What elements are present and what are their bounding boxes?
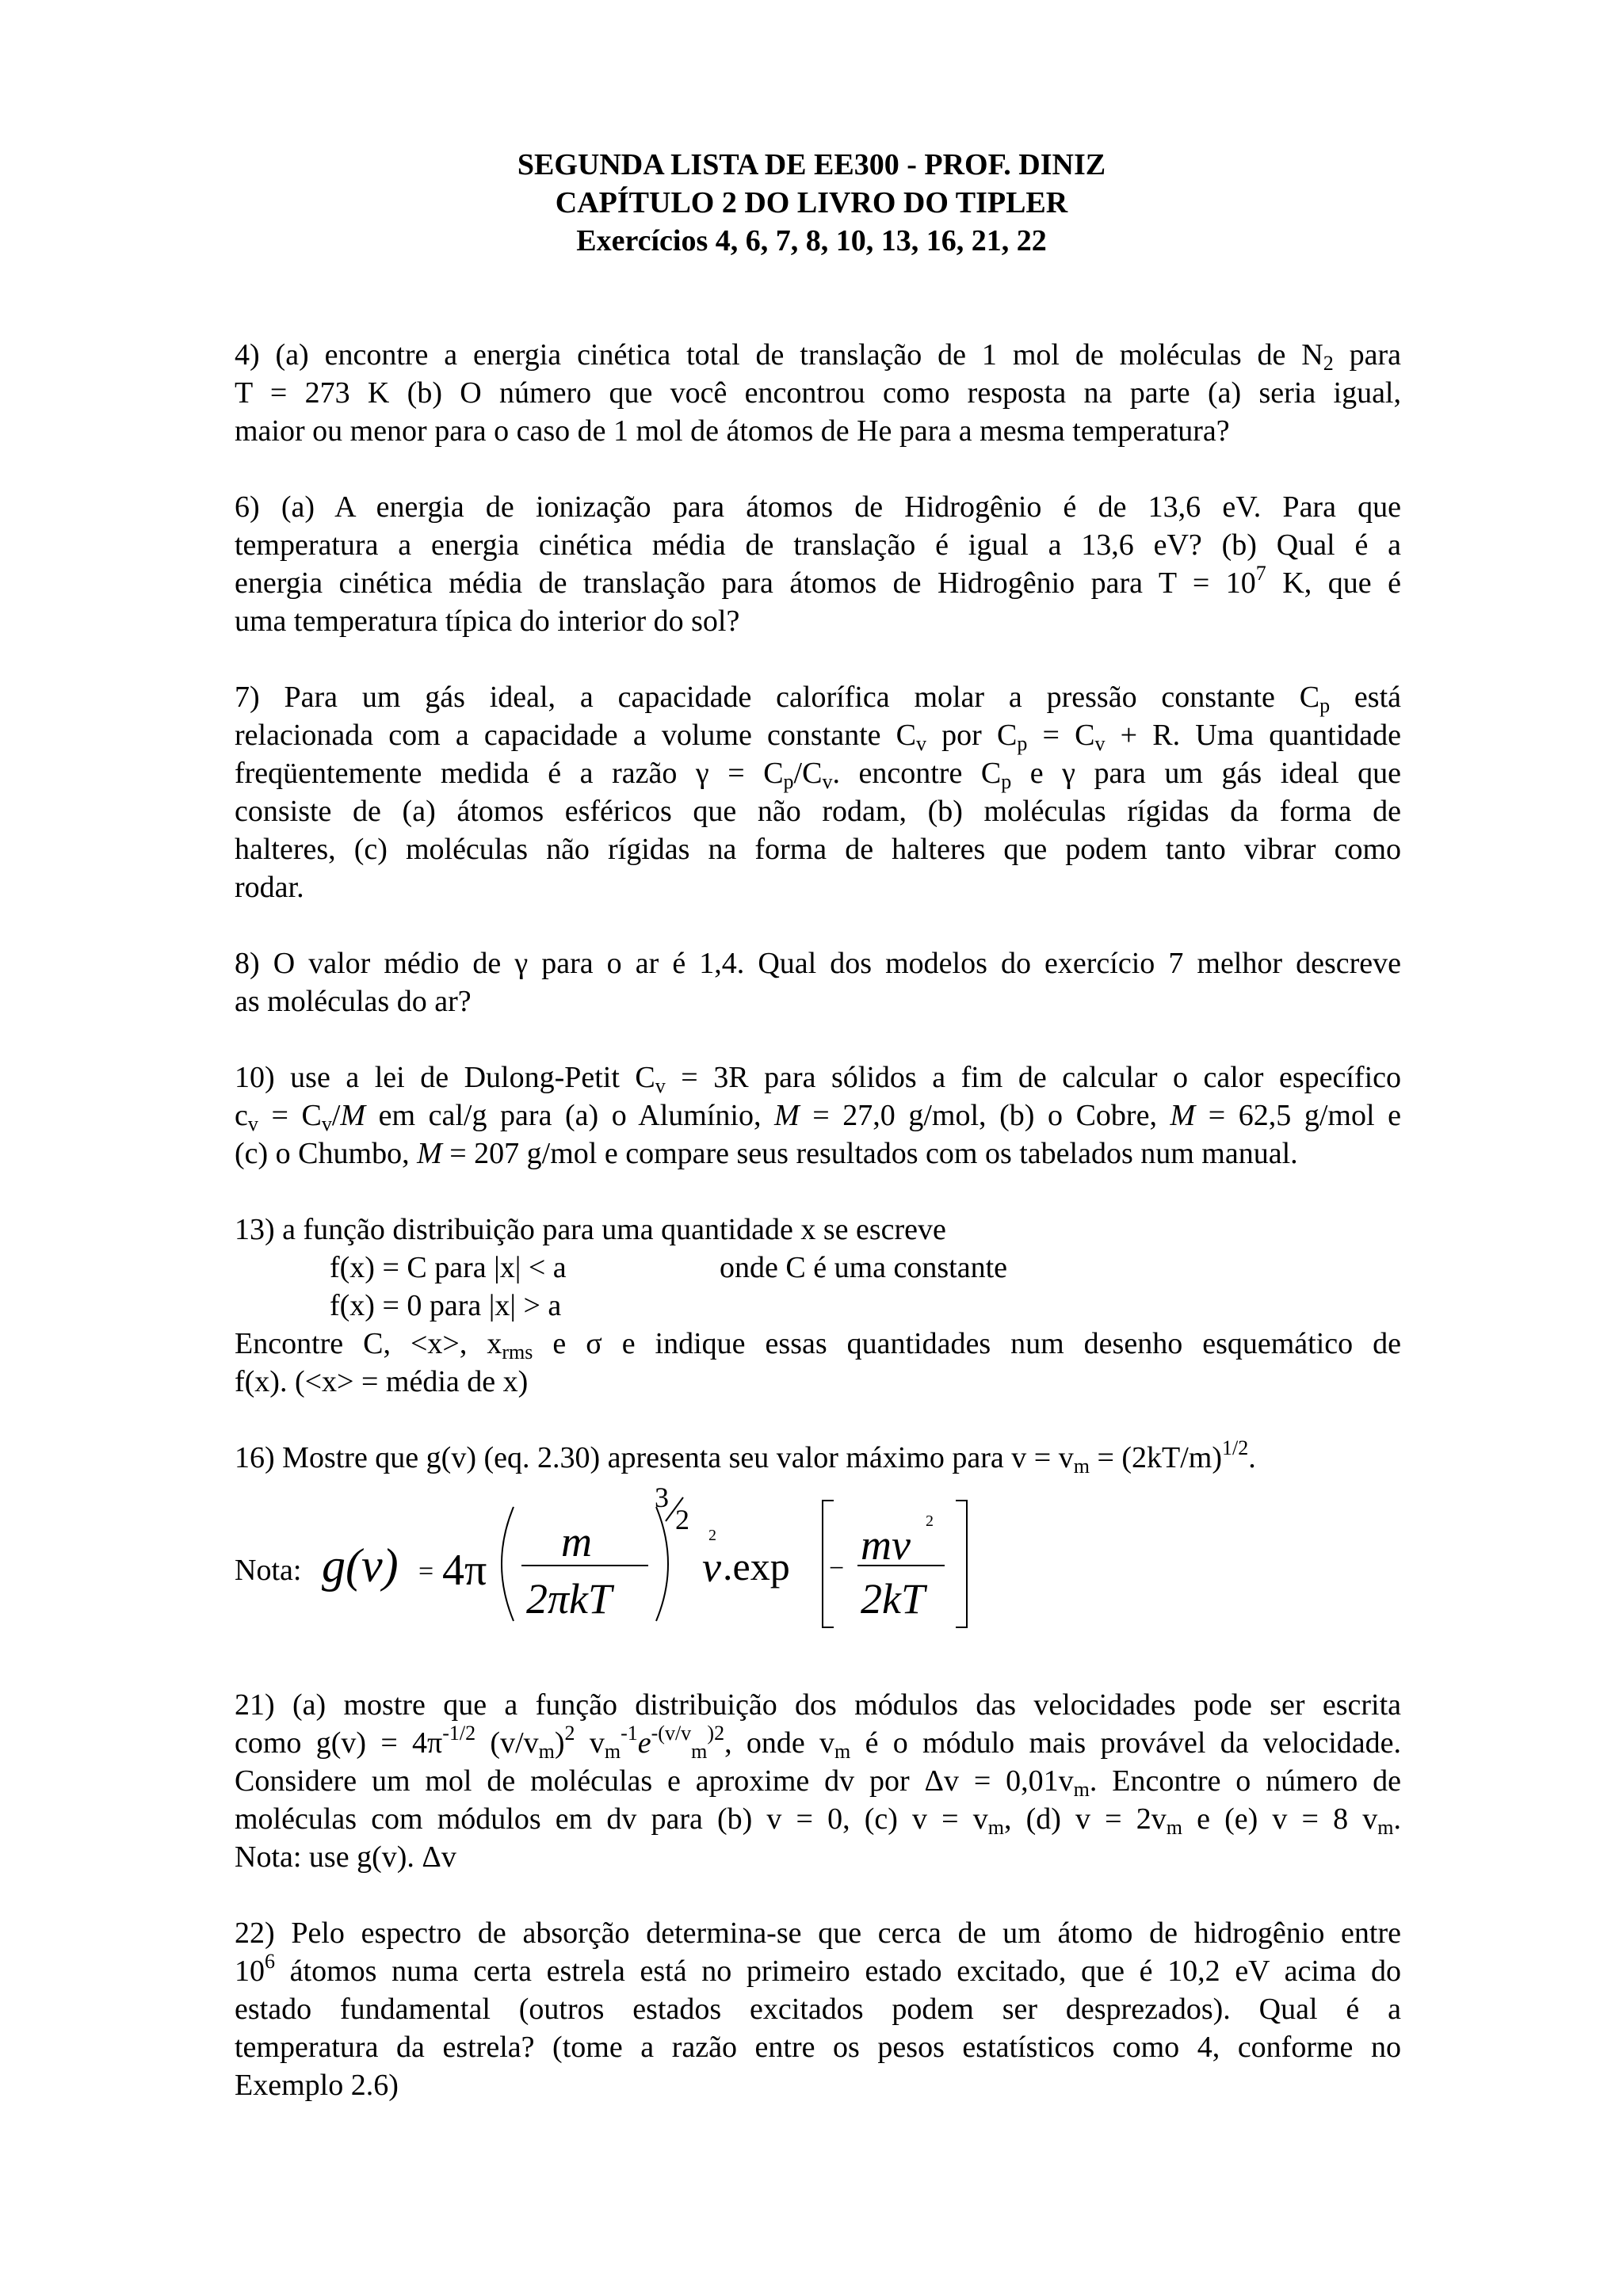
exercise-21-line: Nota: use g(v). Δv: [235, 1840, 456, 1874]
header-title: SEGUNDA LISTA DE EE300 - PROF. DINIZ: [517, 148, 1106, 181]
formula-v-exp: 2: [708, 1527, 716, 1544]
formula-nota-label: Nota:: [235, 1554, 302, 1587]
exercise-22-line: temperatura da estrela? (tome a razão entre os pesos estatísticos como 4, conforme no: [235, 2031, 1401, 2064]
formula-exp-den: 2: [675, 1504, 689, 1535]
exercise-13-line: Encontre C, <x>, $x_{rms}$ e σ e indique essas quantidades num desenho esquemático de: [235, 1327, 1401, 1363]
formula-mv: mv: [861, 1521, 911, 1569]
exercise-22-line: Exemplo 2.6): [235, 2069, 399, 2102]
exercise-10-line: 10) use a lei de Dulong-Petit $C_v = 3R$ para sólidos a fim de calcular o calor específico: [235, 1061, 1401, 1097]
exercise-4-line: maior ou menor para o caso de 1 mol de átomos de He para a mesma temperatura?: [235, 414, 1230, 448]
exercise-list: [235, 336, 1401, 2142]
exercise-6-line: energia cinética média de translação para átomos de Hidrogênio para $T = 10^7$ K, que é: [235, 562, 1401, 600]
exercise-8-line: as moléculas do ar?: [235, 985, 472, 1018]
exercise-13-line: f(x). (<x> = média de x): [235, 1365, 529, 1398]
formula-right-paren: [656, 1507, 668, 1621]
formula-4pi: 4π: [442, 1546, 487, 1595]
exercise-7-line: consiste de (a) átomos esféricos que não rodam, (b) moléculas rígidas da forma de: [235, 795, 1401, 828]
formula-left-paren: [502, 1507, 514, 1621]
exercise-22-line: estado fundamental (outros estados excitados podem ser desprezados). Qual é a: [235, 1993, 1401, 2026]
exercise-22: [235, 1914, 1401, 2104]
exercise-8-line: 8) O valor médio de γ para o ar é 1,4. Qual dos modelos do exercício 7 melhor descreve: [235, 947, 1401, 980]
exercise-13: [235, 1211, 1401, 1401]
formula-mv-exp: 2: [926, 1512, 934, 1530]
exercise-16: [235, 1436, 1401, 1648]
exercise-22-line: 22) Pelo espectro de absorção determina-se que cerca de um átomo de hidrogênio entre: [235, 1917, 1401, 1950]
exercise-21-line: Considere um mol de moléculas e aproxime dv por $\Delta v = 0,01v_m$. Encontre o número de: [235, 1764, 1401, 1801]
exercise-13-line: f(x) = C para |x| < a onde C é uma constante: [330, 1251, 1008, 1284]
exercise-7-line: 7) Para um gás ideal, a capacidade calorífica molar a pressão constante $C_p$ está: [235, 681, 1402, 717]
exercise-13-line: f(x) = 0 para |x| > a: [330, 1289, 562, 1322]
exercise-10: [235, 1058, 1401, 1173]
exercise-21: [235, 1686, 1401, 1876]
formula-v: v: [702, 1543, 721, 1591]
formula-minus: −: [829, 1554, 845, 1583]
header-chapter: CAPÍTULO 2 DO LIVRO DO TIPLER: [555, 186, 1068, 219]
formula-2pikt: 2πkT: [526, 1575, 613, 1623]
exercise-21-line: como $g(v) = 4\pi^{-1/2}$ $(v/v_m)^2$ $v_m^{-1}e^{-(v/v}_m^{)2}$, onde $v_m$ é o módulo mais provável da velocidade.: [235, 1722, 1401, 1763]
formula-2kt: 2kT: [861, 1575, 925, 1623]
formula-svg: [235, 1477, 1401, 1648]
header-exercises: Exercícios 4, 6, 7, 8, 10, 13, 16, 21, 22: [576, 224, 1047, 257]
exercise-6-line: 6) (a) A energia de ionização para átomos de Hidrogênio é de 13,6 eV. Para que: [235, 490, 1401, 524]
exercise-13-line: 13) a função distribuição para uma quantidade x se escreve: [235, 1213, 946, 1246]
formula-exp: .exp: [723, 1544, 790, 1589]
exercise-7-line: relacionada com a capacidade a volume constante $C_v$ por $C_p = C_v + R$. Uma quantidade: [235, 719, 1402, 755]
exercise-6-line: temperatura a energia cinética média de translação é igual a 13,6 eV? (b) Qual é a: [235, 528, 1401, 562]
formula-g: g(v): [322, 1539, 399, 1592]
document-header: [0, 146, 1623, 260]
exercise-21-line: moléculas com módulos em dv para (b) v = 0, (c) $v = v_m$, (d) $v = 2v_m$ e (e) v = 8 $v_m$.: [235, 1802, 1401, 1839]
exercise-7-line: rodar.: [235, 871, 304, 904]
formula-exp-num: 3: [655, 1482, 669, 1513]
exercise-4: [235, 336, 1401, 450]
exercise-6-line: uma temperatura típica do interior do sol?: [235, 605, 740, 638]
exercise-7-line: freqüentemente medida é a razão $\gamma = C_p/C_v$. encontre $C_p$ e γ para um gás ideal que: [235, 757, 1401, 793]
formula-maxwell: [235, 1477, 1401, 1648]
formula-equals: =: [418, 1557, 434, 1586]
exercise-7-line: halteres, (c) moléculas não rígidas na forma de halteres que podem tanto vibrar como: [235, 833, 1401, 866]
exercise-10-line: $c_v = C_v/M$ em cal/g para (a) o Alumínio, M = 27,0 g/mol, (b) o Cobre, M = 62,5 g/mol e: [235, 1099, 1401, 1135]
exercise-4-line: 4) (a) encontre a energia cinética total de translação de 1 mol de moléculas de $N_2$ para: [235, 338, 1401, 375]
formula-m: m: [561, 1518, 592, 1566]
exercise-21-line: 21) (a) mostre que a função distribuição dos módulos das velocidades pode ser escrita: [235, 1688, 1401, 1722]
exercise-16-line: 16) Mostre que g(v) (eq. 2.30) apresenta seu valor máximo para $v = v_m = (2kT/m)^{1/2}$.: [235, 1436, 1256, 1478]
exercise-8: [235, 944, 1401, 1020]
exercise-4-line: T = 273 K (b) O número que você encontrou como resposta na parte (a) seria igual,: [235, 376, 1401, 410]
formula-right-bracket: [956, 1501, 967, 1627]
exercise-7: [235, 678, 1401, 906]
exercise-6: [235, 488, 1401, 640]
exercise-10-line: (c) o Chumbo, M = 207 g/mol e compare seus resultados com os tabelados num manual.: [235, 1137, 1298, 1170]
exercise-22-line: $10^6$ átomos numa certa estrela está no primeiro estado excitado, que é 10,2 eV acima do: [235, 1950, 1401, 1988]
